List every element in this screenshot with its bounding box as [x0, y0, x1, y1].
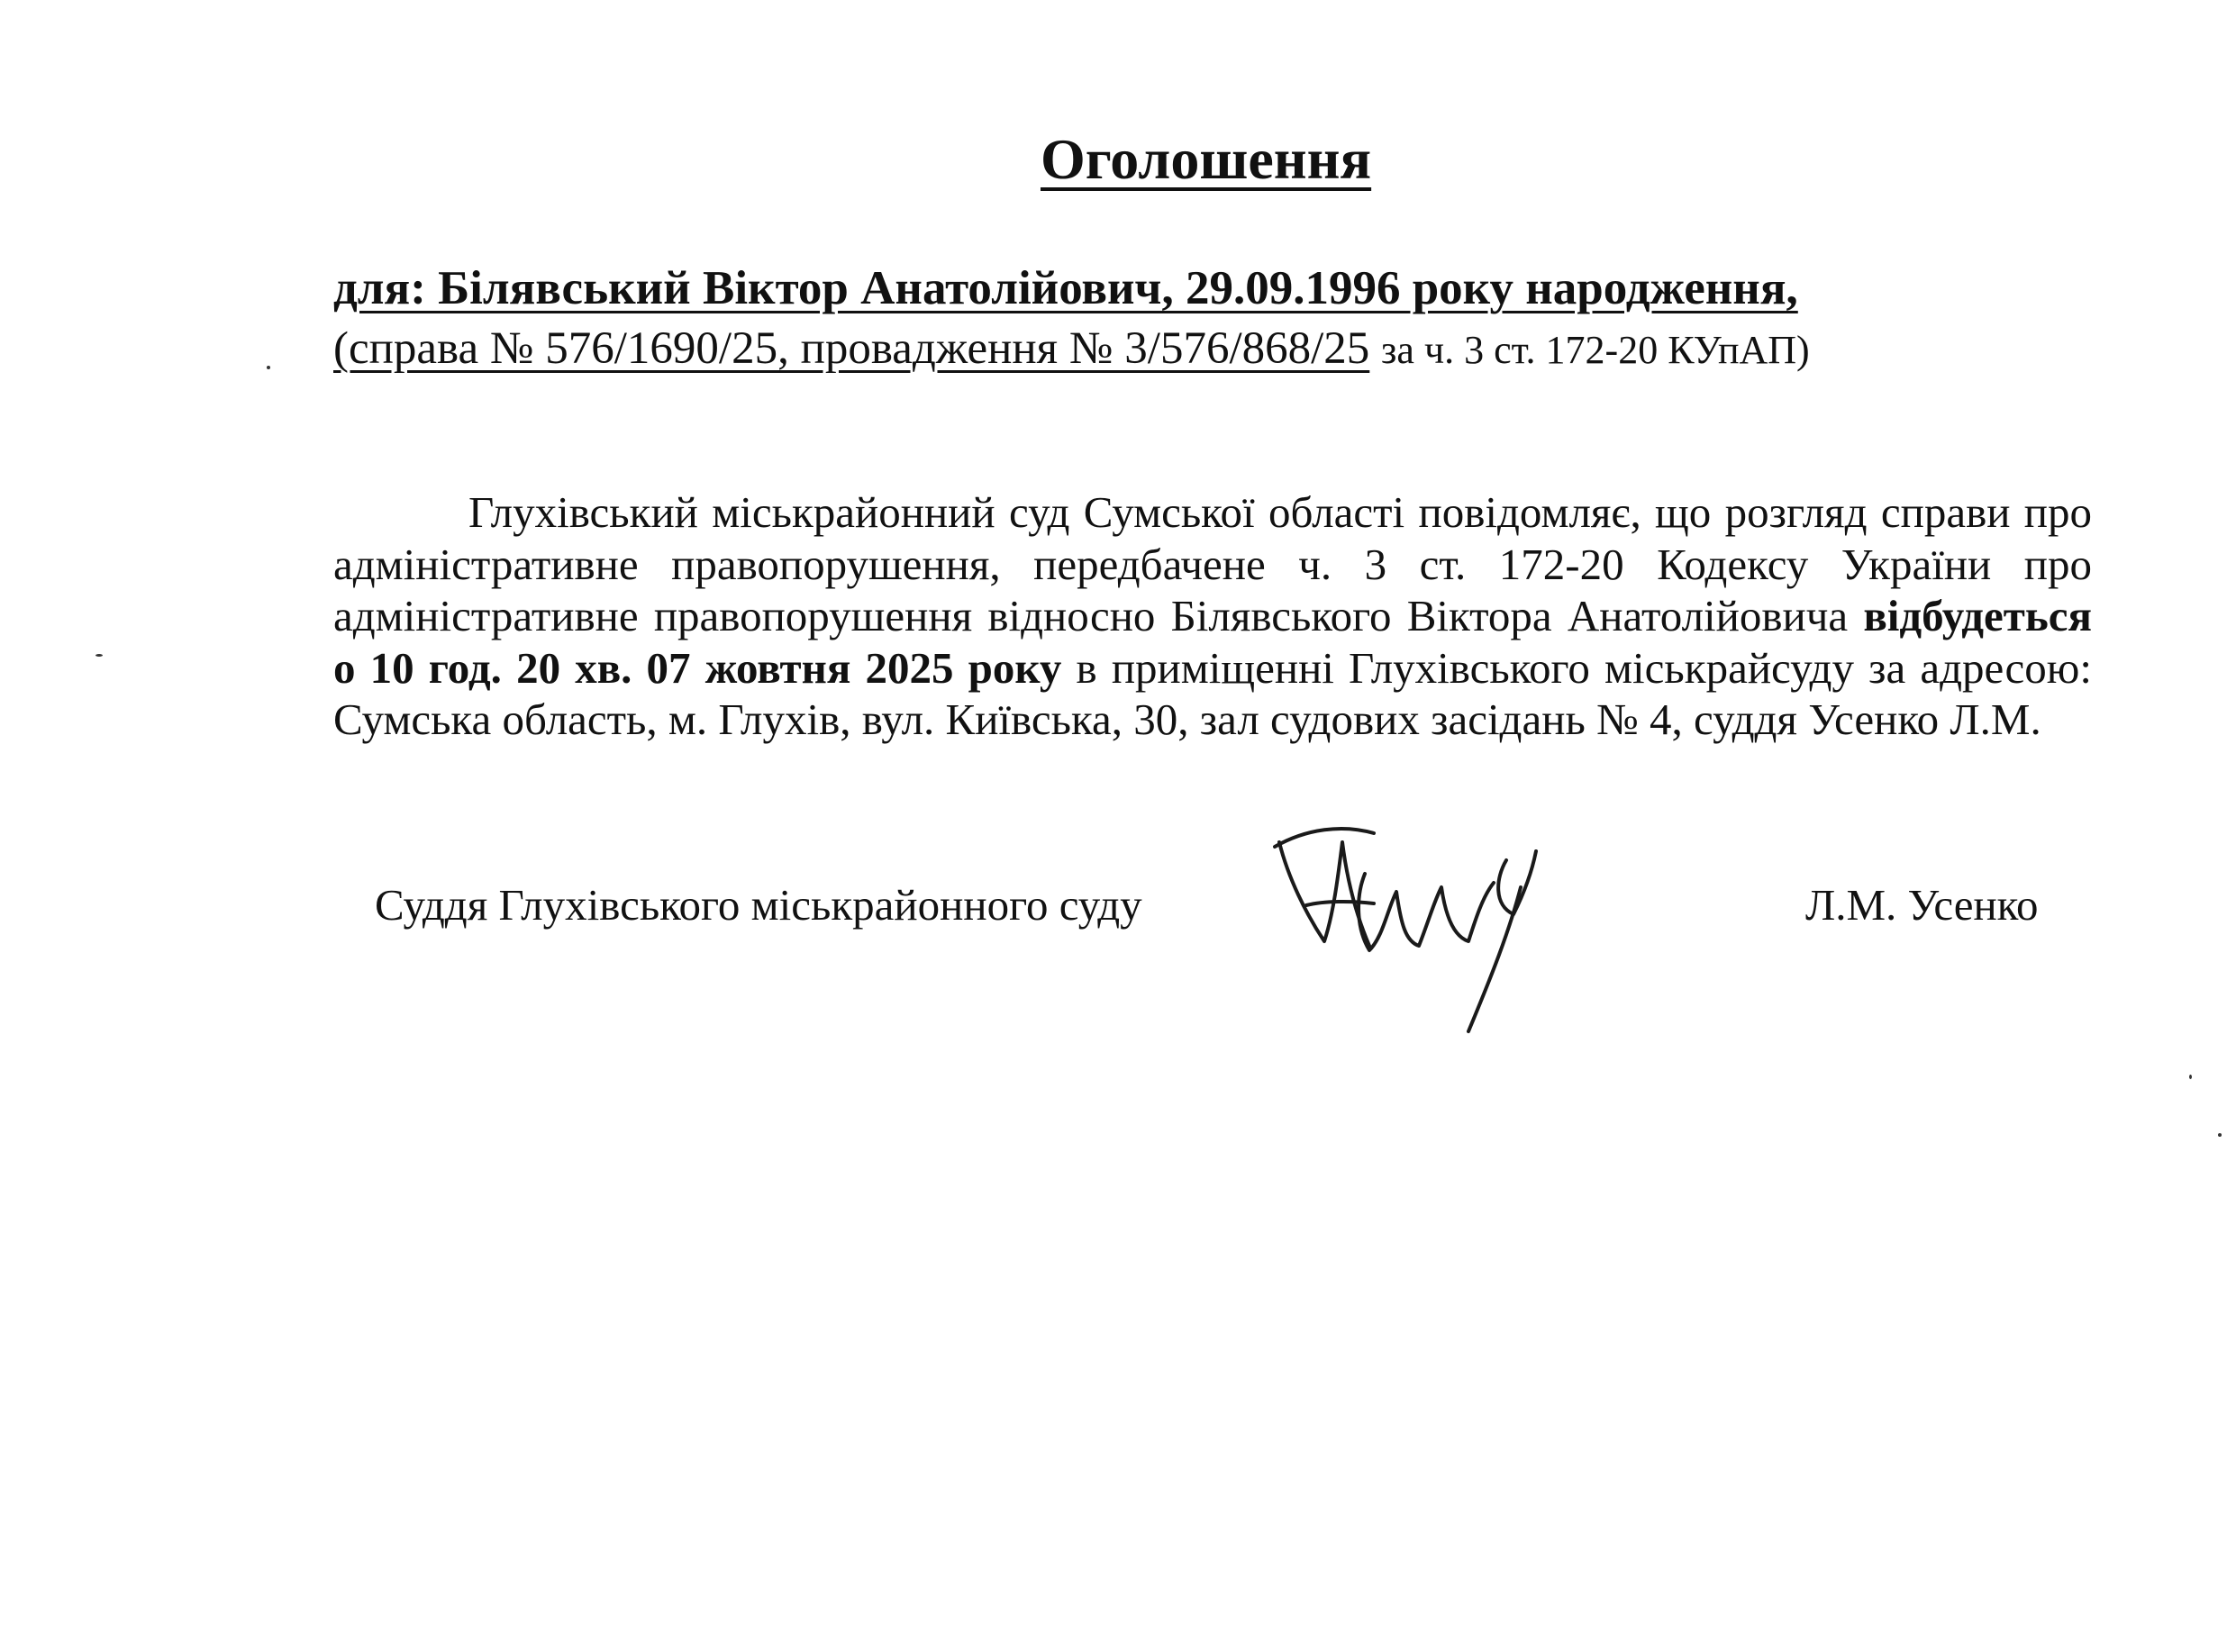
signature-stroke: [1468, 887, 1521, 1031]
case-reference: [333, 322, 1810, 375]
scan-speck: [2189, 1075, 2192, 1079]
signature-stroke: [1275, 829, 1374, 847]
notice-text-end: в приміщенні Глухівського міськрайсуду за адресою: Сумська область, м. Глухів, вул. Київська, 30, зал судових засідань № 4, суддя Усенко Л.М.: [333, 642, 2092, 744]
hearing-datetime: відбудеться о 10 год. 20 хв. 07 жовтня 2025 року: [333, 591, 2092, 693]
signature-stroke: [1306, 902, 1374, 905]
signature-label: Суддя Глухівського міськрайонного суду: [375, 880, 1142, 930]
signature-stroke: [1359, 874, 1494, 950]
case-number: (справа № 576/1690/25, провадження № 3/576/868/25: [333, 323, 1370, 374]
notice-body: [333, 486, 2092, 746]
announcement-title: Оголошення: [1041, 127, 1372, 191]
judge-name: Л.М. Усенко: [1805, 880, 2039, 930]
handwritten-signature: [1270, 824, 1568, 1040]
scan-speck: [2218, 1133, 2222, 1137]
scan-speck: [267, 366, 270, 369]
recipient-line: для: Білявський Віктор Анатолійович, 29.09.1996 року народження,: [333, 262, 1798, 314]
signature-stroke: [1279, 842, 1369, 946]
notice-text-start: Глухівський міськрайонний суд Сумської області повідомляє, що розгляд справи про адміністративне правопорушення, передбачене ч. 3 ст. 172-20 Кодексу України про адміністративне правопорушення відносно Білявського Віктора Анатолійовича: [333, 487, 2092, 640]
scan-speck: [95, 654, 103, 657]
case-article: за ч. 3 ст. 172-20 КУпАП): [1381, 328, 1810, 372]
